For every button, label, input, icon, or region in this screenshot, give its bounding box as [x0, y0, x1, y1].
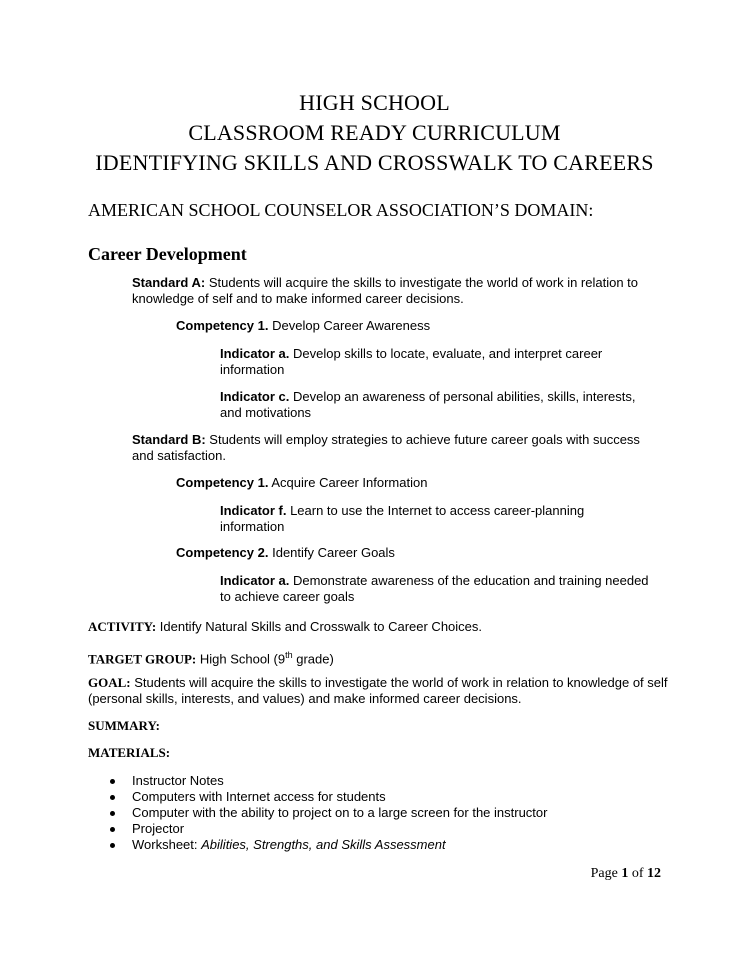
standard-b-indicator-a [220, 573, 650, 605]
list-item: Computers with Internet access for students [108, 789, 547, 805]
indicator-text: Develop skills to locate, evaluate, and interpret career information [220, 346, 603, 377]
materials-label: MATERIALS: [88, 745, 171, 760]
page-number: 1 [621, 866, 629, 881]
list-item: Computer with the ability to project on to a large screen for the instructor [108, 805, 547, 821]
summary-label: SUMMARY: [88, 718, 161, 733]
page-footer [591, 866, 661, 882]
title-line-2: CLASSROOM READY CURRICULUM [188, 120, 561, 145]
competency-label: Competency 1. [176, 475, 269, 490]
title-line-3: IDENTIFYING SKILLS AND CROSSWALK TO CAREERS [95, 150, 654, 175]
indicator-label: Indicator a. [220, 573, 290, 588]
standard-a-label: Standard A: [132, 275, 206, 290]
indicator-text: Learn to use the Internet to access career-planning information [220, 503, 585, 534]
standard-b-indicator-f [220, 503, 650, 535]
worksheet-prefix: Worksheet: [132, 837, 202, 852]
list-item: Instructor Notes [108, 773, 547, 789]
standard-b-text: Students will employ strategies to achieve future career goals with success and satisfaction. [132, 432, 640, 463]
standard-b-competency-1 [176, 475, 427, 491]
activity-text: Identify Natural Skills and Crosswalk to Career Choices. [156, 619, 483, 634]
standard-b-competency-2 [176, 545, 395, 561]
section-heading: Career Development [88, 244, 247, 264]
competency-text: Acquire Career Information [268, 475, 428, 490]
list-item-worksheet [108, 837, 547, 853]
goal-text: Students will acquire the skills to investigate the world of work in relation to knowledge of self (personal skills, interests, and values) and make informed career decisions. [88, 675, 668, 706]
indicator-label: Indicator c. [220, 389, 290, 404]
of-word: of [628, 866, 647, 881]
page-total: 12 [647, 866, 661, 881]
standard-b [132, 432, 662, 464]
target-group-label: TARGET GROUP: [88, 651, 197, 667]
indicator-label: Indicator a. [220, 346, 290, 361]
goal-paragraph [88, 675, 668, 707]
standard-b-label: Standard B: [132, 432, 206, 447]
list-item: Projector [108, 821, 547, 837]
page-word: Page [590, 866, 622, 881]
activity-line [88, 619, 668, 635]
standard-a-competency-1 [176, 318, 430, 334]
goal-label: GOAL: [88, 675, 131, 690]
worksheet-title: Abilities, Strengths, and Skills Assessment [201, 837, 446, 852]
indicator-label: Indicator f. [220, 503, 287, 518]
document-title [0, 88, 749, 178]
standard-a-indicator-c [220, 389, 650, 421]
activity-label: ACTIVITY: [88, 619, 157, 634]
target-group-text: High School (9 [196, 651, 286, 667]
competency-label: Competency 2. [176, 545, 269, 560]
domain-heading: AMERICAN SCHOOL COUNSELOR ASSOCIATION’S DOMAIN: [88, 200, 594, 220]
standard-a [132, 275, 662, 307]
target-group-line [88, 647, 668, 667]
standard-a-text: Students will acquire the skills to investigate the world of work in relation to knowledge of self and to make informed career decisions. [132, 275, 639, 306]
target-group-text-end: grade) [292, 651, 334, 667]
competency-text: Identify Career Goals [268, 545, 395, 560]
title-line-1: HIGH SCHOOL [299, 90, 450, 115]
standard-a-indicator-a [220, 346, 650, 378]
competency-label: Competency 1. [176, 318, 269, 333]
indicator-text: Demonstrate awareness of the education and training needed to achieve career goals [220, 573, 649, 604]
materials-list [108, 773, 547, 853]
target-group-sup: th [285, 650, 293, 660]
competency-text: Develop Career Awareness [268, 318, 431, 333]
indicator-text: Develop an awareness of personal abilities, skills, interests, and motivations [220, 389, 636, 420]
